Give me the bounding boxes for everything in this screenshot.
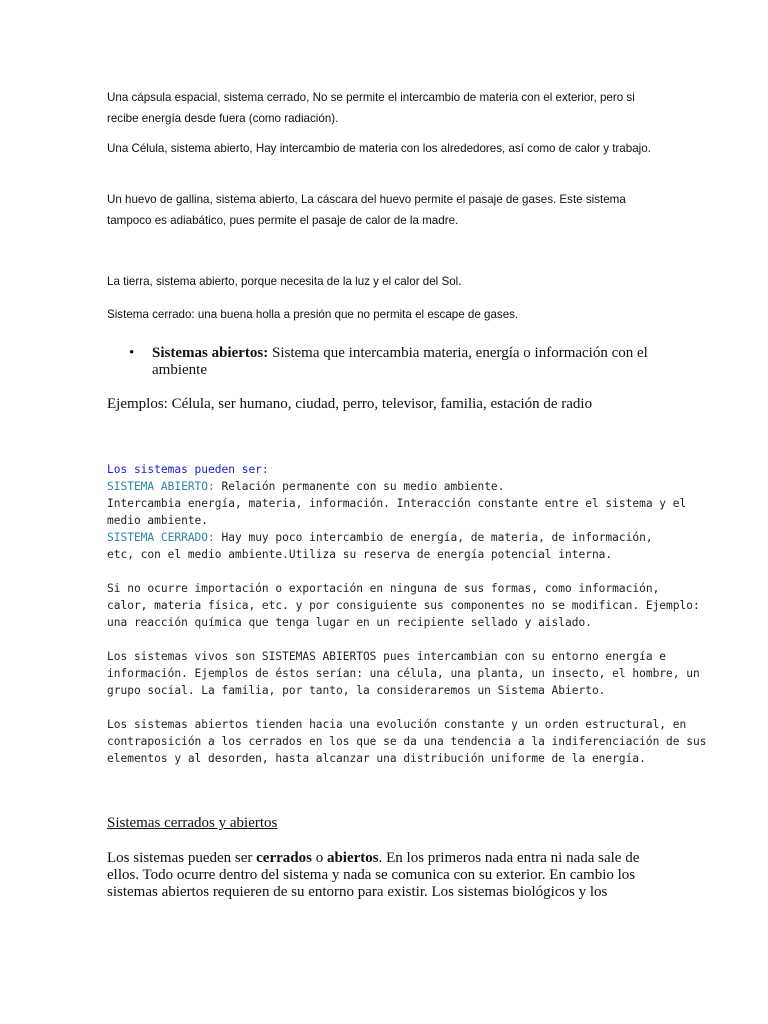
section-text-1: Los sistemas pueden ser	[107, 850, 257, 866]
section-bold-cerrados: cerrados	[256, 850, 312, 866]
mono-heading-text: Los sistemas pueden ser:	[107, 463, 269, 476]
mono-para3-line2: contraposición a los cerrados en los que se da una tendencia a la indiferenciación de sus	[107, 735, 707, 748]
mono-para1-line3: una reacción química que tenga lugar en un recipiente sellado y aislado.	[107, 616, 592, 629]
mono-heading	[107, 461, 667, 478]
bullet-item-sistemas-abiertos	[152, 345, 672, 379]
paragraph-celula: Una Célula, sistema abierto, Hay intercambio de materia con los alrededores, así como de calor y trabajo.	[107, 142, 651, 155]
paragraph-huevo: Un huevo de gallina, sistema abierto, La cáscara del huevo permite el pasaje de gases. Este sistema tampoco es adiabático, pues permite el pasaje de calor de la madre.	[107, 193, 626, 227]
section-bold-abiertos: abiertos	[326, 850, 379, 866]
bullet-text: Sistema que intercambia materia, energía o información con el ambiente	[152, 345, 648, 378]
mono-abierto-line1	[107, 478, 667, 495]
paragraph-sistema-cerrado: Sistema cerrado: una buena holla a presión que no permita el escape de gases.	[107, 308, 519, 321]
mono-para3-line1: Los sistemas abiertos tienden hacia una evolución constante y un orden estructural, en	[107, 718, 687, 731]
mono-cerrado-line1	[107, 529, 667, 546]
mono-cerrado-line2: etc, con el medio ambiente.Utiliza su reserva de energía potencial interna.	[107, 548, 613, 561]
mono-para2-line1: Los sistemas vivos son SISTEMAS ABIERTOS pues intercambian con su entorno energía e	[107, 650, 667, 663]
mono-para1-line1: Si no ocurre importación o exportación en ninguna de sus formas, como información,	[107, 582, 660, 595]
mono-para3-line3: elementos y al desorden, hasta alcanzar una distribución uniforme de la energía.	[107, 752, 646, 765]
sistema-abierto-desc: Relación permanente con su medio ambiente.	[214, 480, 505, 493]
mono-abierto-line3: medio ambiente.	[107, 514, 209, 527]
section-paragraph	[107, 850, 652, 901]
sistema-abierto-label: SISTEMA ABIERTO:	[107, 480, 215, 493]
mono-para2-line3: grupo social. La familia, por tanto, la consideraremos un Sistema Abierto.	[107, 684, 606, 697]
mono-para1-line2: calor, materia física, etc. y por consiguiente sus componentes no se modifican. Ejemplo:	[107, 599, 700, 612]
sistema-cerrado-desc: Hay muy poco intercambio de energía, de materia, de información,	[214, 531, 653, 544]
ejemplos-line: Ejemplos: Célula, ser humano, ciudad, perro, televisor, familia, estación de radio	[107, 396, 593, 412]
mono-para2-line2: información. Ejemplos de éstos serían: una célula, una planta, un insecto, el hombre, un	[107, 667, 700, 680]
paragraph-capsula: Una cápsula espacial, sistema cerrado, No se permite el intercambio de materia con el exterior, pero si recibe energía desde fuera (como radiación).	[107, 91, 635, 125]
bullet-term: Sistemas abiertos:	[152, 345, 269, 361]
bullet-marker: •	[129, 345, 135, 361]
section-text-3: . En los primeros nada entra ni nada sale de ellos. Todo ocurre dentro del sistema y nada se comunica con su exterior. En cambio los sistemas abiertos requieren de su entorno para existir. Los sistemas biológicos y los	[107, 850, 640, 900]
sistema-cerrado-label: SISTEMA CERRADO:	[107, 531, 215, 544]
section-heading: Sistemas cerrados y abiertos	[107, 815, 278, 831]
mono-abierto-line2: Intercambia energía, materia, información. Interacción constante entre el sistema y el	[107, 497, 687, 510]
section-text-2: o	[311, 850, 327, 866]
paragraph-tierra: La tierra, sistema abierto, porque necesita de la luz y el calor del Sol.	[107, 275, 462, 288]
